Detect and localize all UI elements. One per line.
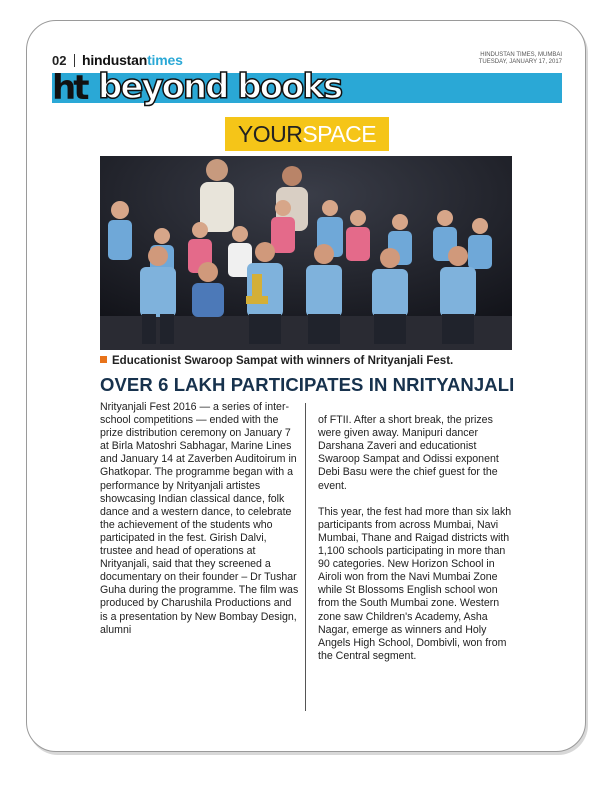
masthead-divider: [74, 54, 75, 67]
column-2-paragraph-1: of FTII. After a short break, the prizes were given away. Manipuri dancer Darshana Zaveri and educationist Swaroop Sampat and Odissi exponent Debi Basu were the chief guest for the event.: [318, 414, 499, 492]
yourspace-part1: YOUR: [237, 121, 303, 147]
brand-accent: times: [147, 52, 183, 68]
section-title: beyond books: [98, 67, 342, 107]
edition-info: [479, 52, 562, 66]
article-column-1: Nrityanjali Fest 2016 — a series of inter-school competitions — ended with the prize distribution ceremony on January 7 at Birla Matoshri Sabhagar, Marine Lines and January 14 at Zaverben Auditoirum in Ghatkopar. The programme began with a performance by Nrityanjali artistes showcasing Indian classical dance, folk dance and a western dance, to celebrate the achievement of the students who participated in the fest. Girish Dalvi, trustee and head of operations at Nrityanjali, said that they screened a documentary on their founder – Dr Tushar Guha during the programme. The film was produced by Charushila Productions and is a presentation by New Bombay Design, alumni: [100, 401, 299, 636]
newspaper-logo: [82, 52, 183, 68]
yourspace-label: [225, 117, 389, 151]
group-photo-illustration: [100, 156, 512, 350]
brand-main: hindustan: [82, 52, 148, 68]
ht-logo: ht: [52, 68, 87, 108]
caption-text: Educationist Swaroop Sampat with winners of Nrityanjali Fest.: [112, 355, 454, 367]
yourspace-part2: SPACE: [302, 121, 377, 147]
event-photo: [100, 156, 512, 350]
section-banner: [52, 67, 562, 108]
edition-line-1: HINDUSTAN TIMES, MUMBAI: [480, 52, 562, 58]
column-divider: [305, 403, 306, 711]
article-column-2: [318, 401, 518, 676]
edition-date: TUESDAY, JANUARY 17, 2017: [478, 59, 562, 65]
article-headline: OVER 6 LAKH PARTICIPATES IN NRITYANJALI: [100, 374, 515, 395]
photo-caption: [100, 355, 520, 367]
caption-bullet-icon: [100, 356, 107, 363]
page-number: 02: [52, 53, 67, 68]
column-2-paragraph-2: This year, the fest had more than six lakh participants from across Mumbai, Navi Mumbai, Thane and Raigad districts with 1,100 schools participating in more than 90 categories. New Horizon School in Airoli won from the Navi Mumbai Zone while St Blossoms English school won from the South Mumbai zone. Western zone saw Children's Academy, Asha Nagar, emerge as winners and Holy Angels High School, Dombivli, won from the Central segment.: [318, 505, 512, 662]
